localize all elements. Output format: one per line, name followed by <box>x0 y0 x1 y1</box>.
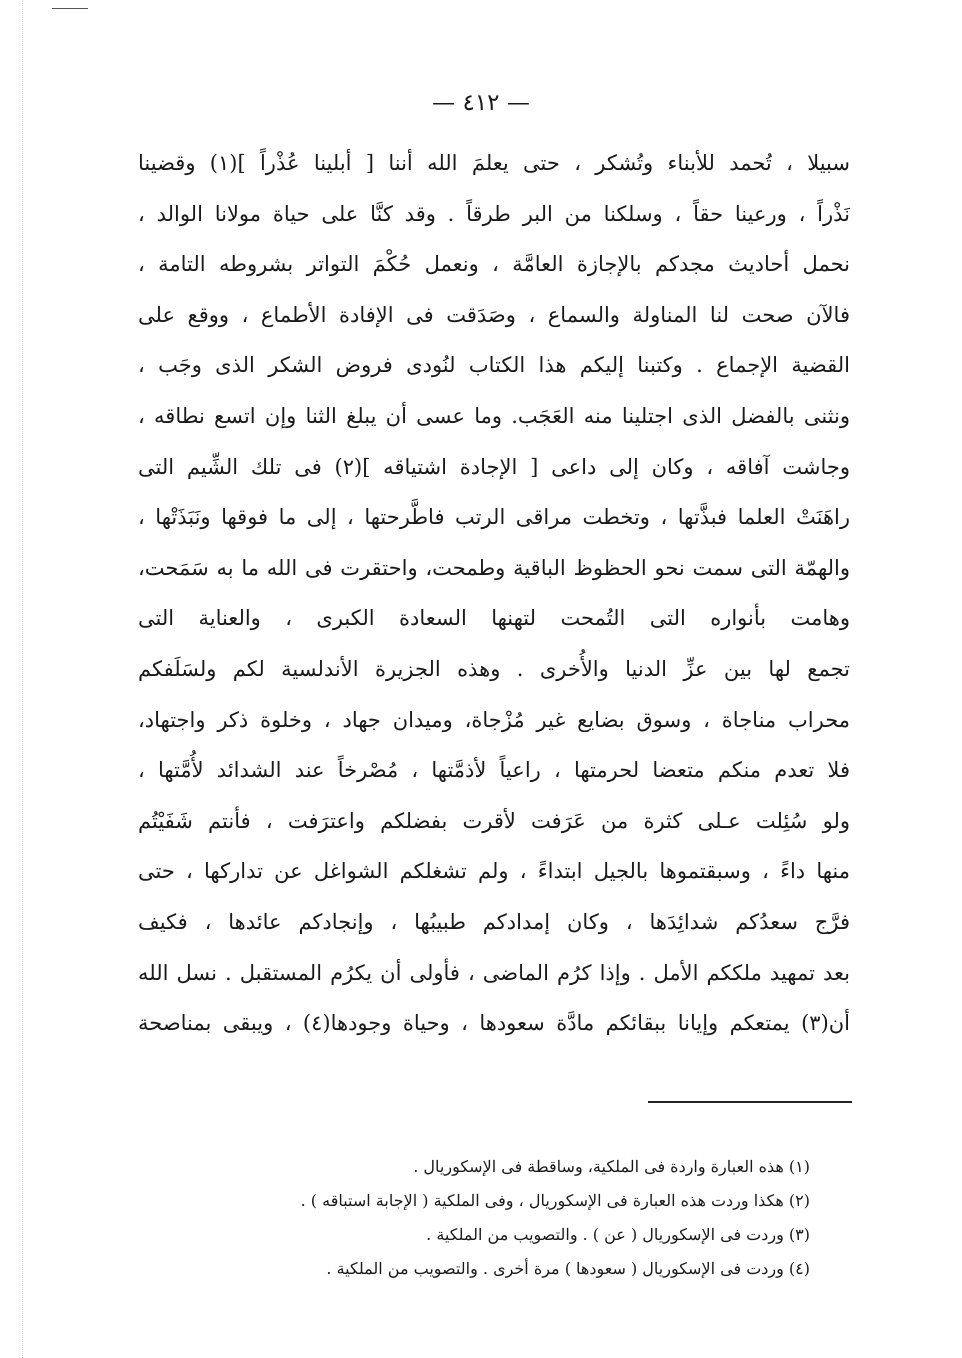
text-line: وجاشت آفاقه ، وكان إلى داعى [ الإجادة اشتياقه ](٢) فى تلك الشِّيم التى <box>138 454 850 479</box>
text-line: وهامت بأنواره التى التُمحت لتهنها السعادة الكبرى ، والعناية التى <box>138 606 850 631</box>
text-line: ولو سُئِلت عـلى كثرة من عَرَفت لأقرت بفضلكم واعترَفت ، فأنتم شَفَيْتُم <box>138 808 850 833</box>
text-line: راهَنَتْ العلما فبذَّتها ، وتخطت مراقى الرتب فاطَّرحتها ، إلى ما فوقها ونَبَذَتْها ، <box>138 505 850 530</box>
footnote-1: (١) هذه العبارة واردة فى الملكية، وساقطة فى الإسكوريال . <box>413 1157 810 1176</box>
text-line: والهمّة التى سمت نحو الحظوظ الباقية وطمحت، واحتقرت فى الله ما به سَمَحت، <box>138 555 850 580</box>
footnotes <box>262 1150 810 1286</box>
text-line: بعد تمهيد ملككم الأمل . وإذا كرُم الماضى ، فأولى أن يكرُم المستقبل . نسل الله <box>138 960 850 985</box>
text-line: منها داءً ، وسبقتموها بالجيل ابتداءً ، ولم تشغلكم الشواغل عن تداركها ، حتى <box>138 859 850 884</box>
footnote-2: (٢) هكذا وردت هذه العبارة فى الإسكوريال ، وفى الملكية ( الإجابة استباقه ) . <box>300 1191 810 1210</box>
footnote-divider <box>648 1101 852 1103</box>
text-line: القضية الإجماع . وكتبنا إليكم هذا الكتاب لنُودى فروض الشكر الذى وجَب ، <box>138 353 850 378</box>
body-text <box>138 138 850 1049</box>
text-line: تجمع لها بين عزِّ الدنيا والأُخرى . وهذه الجزيرة الأندلسية لكم ولسَلَفكم <box>138 656 850 681</box>
page-number: — ٤١٢ — <box>432 90 530 116</box>
text-line: نَذْراً ، ورعينا حقاً ، وسلكنا من البر طرقاً . وقد كنَّا على حياة مولانا الوالد ، <box>138 201 850 226</box>
text-line: نحمل أحاديث مجدكم بالإجازة العامَّة ، ونعمل حُكْمَ التواتر بشروطه التامة ، <box>138 252 850 277</box>
text-line: أن(٣) يمتعكم وإيانا ببقائكم مادَّة سعودها ، وحياة وجودها(٤) ، ويبقى بمناصحة <box>138 1011 850 1036</box>
text-line: فالآن صحت لنا المناولة والسماع ، وصَدَقت فى الإفادة الأطماع ، ووقع على <box>138 302 850 327</box>
text-line: فرَّج سعدُكم شدائِدَها ، وكان إمدادكم طبيبُها ، وإنجادكم عائدها ، فكيف <box>138 909 850 934</box>
footnote-4: (٤) وردت فى الإسكوريال ( سعودها ) مرة أخرى . والتصويب من الملكية . <box>326 1259 810 1278</box>
scan-edge <box>0 0 23 1358</box>
text-line: ونثنى بالفضل الذى اجتلينا منه العَجَب. وما عسى أن يبلغ الثنا وإن اتسع نطاقه ، <box>138 403 850 428</box>
corner-mark <box>52 8 88 9</box>
text-line: محراب مناجاة ، وسوق بضايع غير مُزْجاة، وميدان جهاد ، وخلوة ذكر واجتهاد، <box>138 707 850 732</box>
text-line: سبيلا ، تُحمد للأبناء وتُشكر ، حتى يعلمَ الله أننا [ أبلينا عُذْراً ](١) وقضينا <box>138 151 850 175</box>
footnote-3: (٣) وردت فى الإسكوريال ( عن ) . والتصويب من الملكية . <box>426 1225 810 1244</box>
text-line: فلا تعدم منكم متعضا لحرمتها ، راعياً لأذمَّتها ، مُصْرخاً عند الشدائد لأُمَّتها ، <box>138 758 850 783</box>
